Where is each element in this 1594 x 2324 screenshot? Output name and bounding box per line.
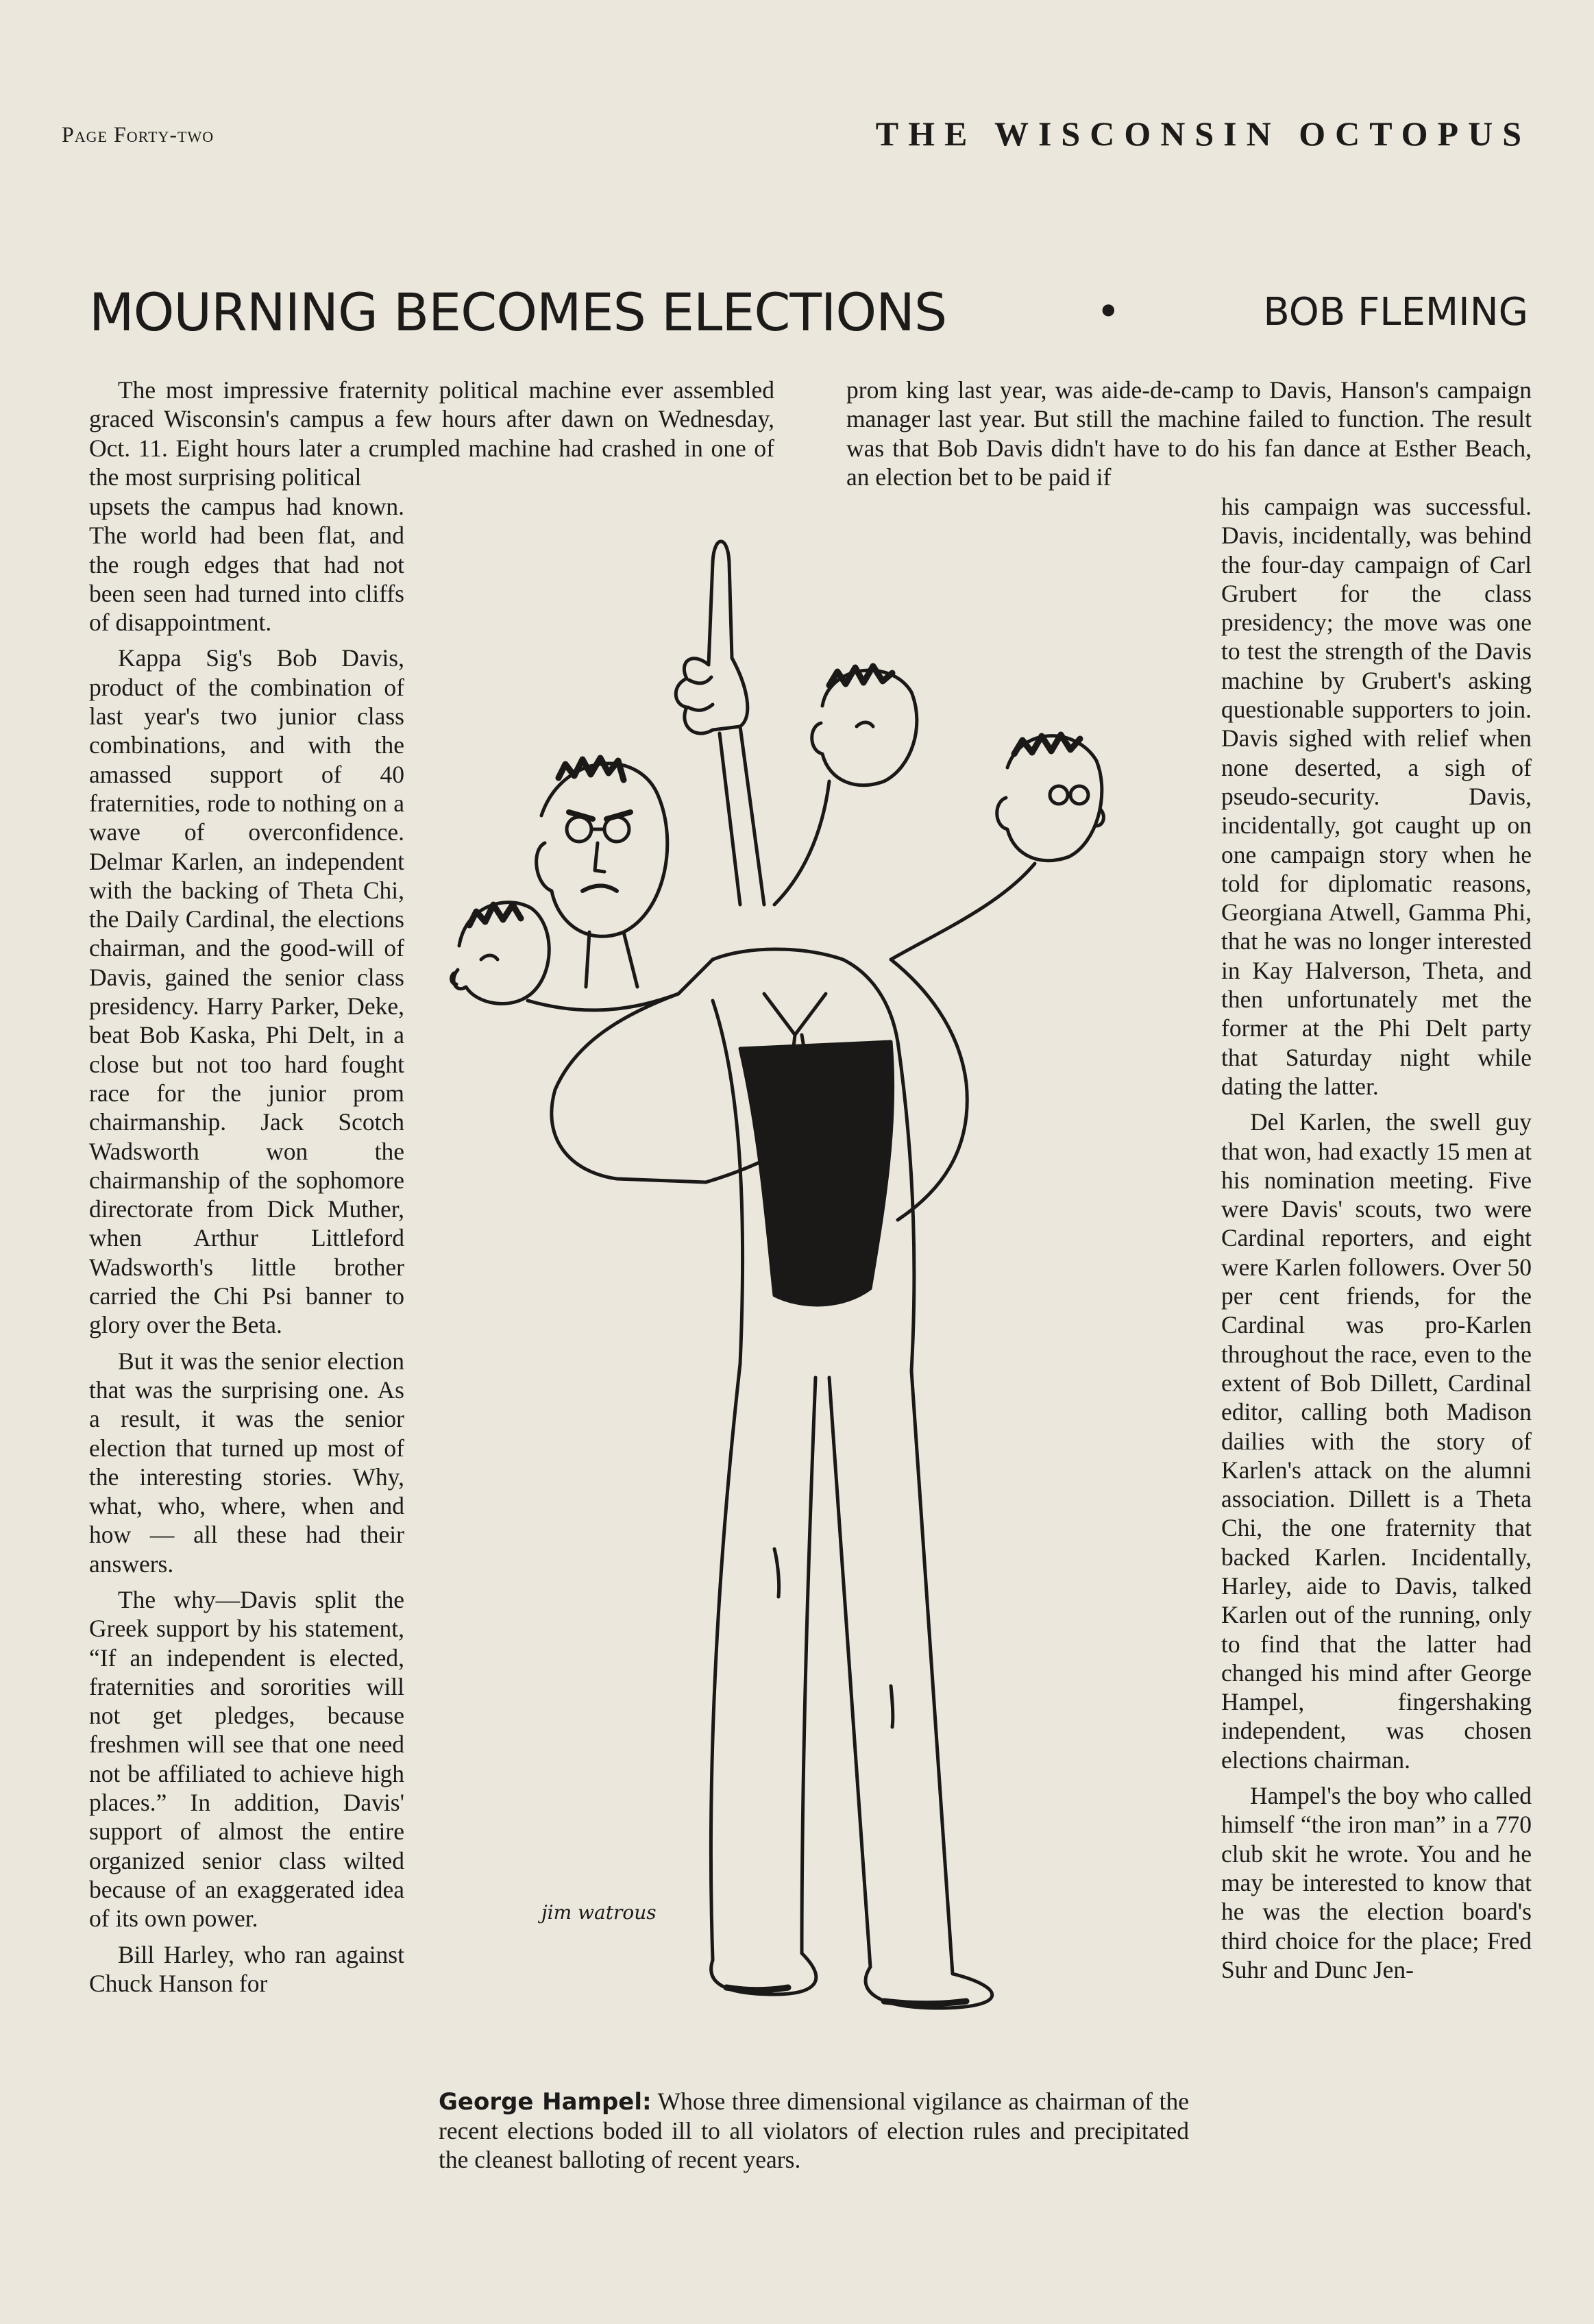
- magazine-title: THE WISCONSIN OCTOPUS: [875, 114, 1531, 153]
- caricature-illustration: [418, 521, 1206, 2070]
- far-right-head: [891, 735, 1103, 959]
- suited-figure: [552, 949, 992, 2008]
- left-paragraph-2: Kappa Sig's Bob Davis, product of the combination of last year's two junior class combinations, and with the amassed support of 40 fraternities, rode to nothing on a wave of overconfidence. Delmar Karlen, an independent with the backing of Theta Chi, the Daily Cardinal, the elections chairman, and the good-will of Davis, gained the senior class presidency. Harry Parker, Deke, beat Bob Kaska, Phi Delt, in a close but not too hard fought race for the junior prom chairmanship. Jack Scotch Wadsworth won the chairmanship of the sophomore directorate from Dick Muther, when Arthur Littleford Wadsworth's little brother carried the Chi Psi banner to glory over the Beta.: [89, 644, 404, 1339]
- right-paragraph-3: Hampel's the boy who called himself “the iron man” in a 770 club skit he wrote. You and he may be interested to know that he was the election board's third choice for the place; Fred Suhr and Dunc Jen-: [1221, 1782, 1532, 1983]
- left-opening-paragraph: The most impressive fraternity political machine ever assembled graced Wisconsin's campus a few hours after dawn on Wednesday, Oct. 11. Eight hours later a crumpled machine had crashed in one of the most surprising political: [89, 376, 774, 491]
- left-paragraph-3: But it was the senior election that was the surprising one. As a result, it was the senior election that turned up most of the interesting stories. Why, what, who, where, when and how — all these had their answers.: [89, 1347, 404, 1578]
- right-paragraph-1: his campaign was successful. Davis, incidentally, was behind the four-day campaign of Carl Grubert for the class presidency; the move was one to test the strength of the Davis machine by Grubert's asking questionable supporters to join. Davis sighed with relief when none deserted, a sigh of pseudo-security. Davis, incidentally, got caught up on one campaign story when he told for diplomatic reasons, Georgiana Atwell, Gamma Phi, that he was no longer interested in Kay Halverson, Theta, and then unfortunately met the former at the Phi Delt party that Saturday night while dating the latter.: [1221, 493, 1532, 1100]
- pointing-hand: [676, 541, 764, 905]
- page-folio: Page Forty-two: [62, 122, 214, 147]
- svg-text:jim watrous: jim watrous: [541, 1901, 657, 1924]
- left-paragraph-4: The why—Davis split the Greek support by his statement, “If an independent is elected, fraternities and sororities will not get pledges, because freshmen will see that one need not be affiliated to achieve high places.” In addition, Davis' support of almost the entire organized senior class wilted because of an exaggerated idea of its own power.: [89, 1585, 404, 1933]
- illustration-caption: [439, 2087, 1189, 2174]
- central-head: [537, 758, 667, 987]
- article-headline: [89, 274, 1528, 350]
- article-title: MOURNING BECOMES ELECTIONS: [89, 281, 947, 343]
- caption-name: George Hampel:: [439, 2088, 652, 2116]
- right-paragraph-2: Del Karlen, the swell guy that won, had exactly 15 men at his nomination meeting. Five were Davis' scouts, two were Cardinal reporters, and eight were Karlen followers. Over 50 per cent friends, for the Cardinal was pro-Karlen throughout the race, even to the extent of Bob Dillett, Cardinal editor, calling both Madison dailies with the story of Karlen's attack on the alumni association. Dillett is a Theta Chi, the one fraternity that backed Karlen. Incidentally, Harley, aide to Davis, talked Karlen out of the running, only to find that the latter had changed his mind after George Hampel, fingershaking independent, was chosen elections chairman.: [1221, 1108, 1532, 1774]
- artist-signature: [537, 1901, 657, 1924]
- left-paragraph-5: Bill Harley, who ran against Chuck Hanson for: [89, 1940, 404, 1997]
- caption-text: Whose three dimensional vigilance as chairman of the recent elections boded ill to all violators of election rules and precipitated the cleanest balloting of recent years.: [439, 2088, 1190, 2173]
- right-column: [1221, 492, 1532, 1984]
- left-column-opening: [89, 376, 774, 491]
- headline-separator: •: [1096, 288, 1120, 336]
- right-column-opening: [846, 376, 1532, 491]
- article-byline: BOB FLEMING: [1263, 289, 1528, 334]
- left-paragraph-1: upsets the campus had known. The world had been flat, and the rough edges that had not been seen had turned into cliffs of disappointment.: [89, 493, 404, 637]
- right-opening-paragraph: prom king last year, was aide-de-camp to Davis, Hanson's campaign manager last year. But still the machine failed to function. The result was that Bob Davis didn't have to do his fan dance at Esther Beach, an election bet to be paid if: [846, 376, 1532, 491]
- upper-right-head: [774, 666, 917, 905]
- left-column: [89, 492, 404, 1998]
